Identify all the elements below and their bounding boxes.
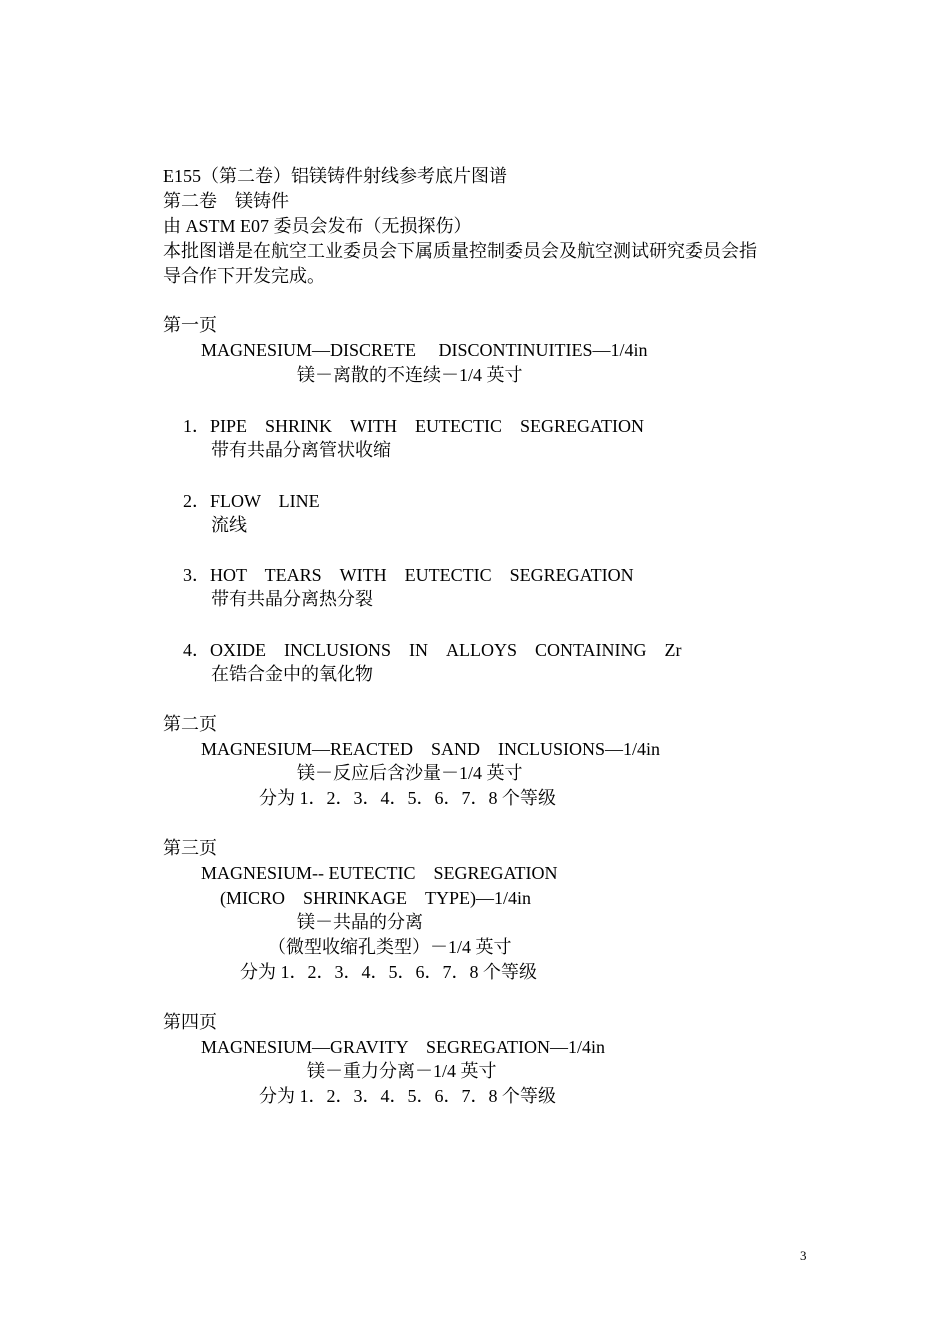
list-item-en: 1．PIPE SHRINK WITH EUTECTIC SEGREGATION — [183, 416, 644, 436]
section-title-cn: 镁－重力分离－1/4 英寸 — [307, 1061, 497, 1081]
section-heading: 第三页 — [163, 838, 217, 858]
section-title-en: MAGNESIUM-- EUTECTIC SEGREGATION — [201, 863, 558, 883]
list-item-en: 3．HOT TEARS WITH EUTECTIC SEGREGATION — [183, 565, 634, 585]
list-item-en: 2．FLOW LINE — [183, 491, 320, 511]
document-title: E155（第二卷）铝镁铸件射线参考底片图谱 — [163, 166, 507, 186]
list-item-cn: 在锆合金中的氧化物 — [211, 664, 373, 684]
section-title-cn: 镁－离散的不连续－1/4 英寸 — [297, 365, 523, 385]
section-title-en: MAGNESIUM—REACTED SAND INCLUSIONS—1/4in — [201, 739, 661, 759]
section-title-en: MAGNESIUM—GRAVITY SEGREGATION—1/4in — [201, 1037, 606, 1057]
section-title-en: MAGNESIUM—DISCRETE DISCONTINUITIES—1/4in — [201, 340, 648, 360]
grades-line: 分为 1．2．3．4．5．6．7．8 个等级 — [259, 1086, 556, 1106]
section-heading: 第四页 — [163, 1012, 217, 1032]
volume-line: 第二卷 镁铸件 — [163, 191, 289, 211]
section-title-en-2: (MICRO SHRINKAGE TYPE)—1/4in — [220, 888, 532, 908]
list-item-en: 4．OXIDE INCLUSIONS IN ALLOYS CONTAINING Zr — [183, 640, 682, 660]
intro-line-2: 导合作下开发完成。 — [163, 266, 325, 286]
section-title-cn: 镁－反应后含沙量－1/4 英寸 — [297, 763, 523, 783]
section-title-cn-2: （微型收缩孔类型）－1/4 英寸 — [268, 937, 512, 957]
grades-line: 分为 1．2．3．4．5．6．7．8 个等级 — [259, 788, 556, 808]
section-title-cn: 镁－共晶的分离 — [297, 912, 423, 932]
list-item-cn: 带有共晶分离热分裂 — [211, 589, 373, 609]
list-item-cn: 流线 — [211, 515, 247, 535]
grades-line: 分为 1．2．3．4．5．6．7．8 个等级 — [240, 962, 537, 982]
page-number: 3 — [800, 1248, 807, 1263]
publisher-line: 由 ASTM E07 委员会发布（无损探伤） — [163, 216, 472, 236]
section-heading: 第一页 — [163, 315, 217, 335]
list-item-cn: 带有共晶分离管状收缩 — [211, 440, 391, 460]
intro-line-1: 本批图谱是在航空工业委员会下属质量控制委员会及航空测试研究委员会指 — [163, 241, 757, 261]
section-heading: 第二页 — [163, 714, 217, 734]
